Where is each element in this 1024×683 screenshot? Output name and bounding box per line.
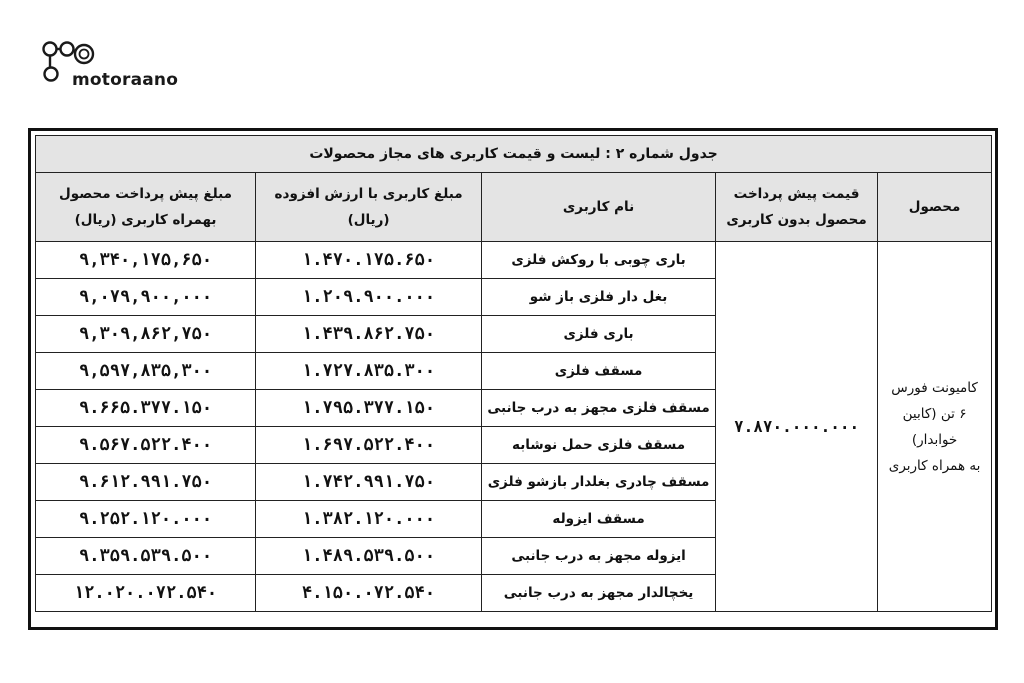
total-amount: ۱۲.۰۲۰.۰۷۲.۵۴۰ (36, 575, 256, 612)
vat-amount: ۱.۳۸۲.۱۲۰.۰۰۰ (256, 501, 482, 538)
table-title: جدول شماره ۲ : لیست و قیمت کاربری های مجاز محصولات (36, 136, 992, 173)
usage-name: مسقف فلزی مجهز به درب جانبی (482, 390, 716, 427)
vat-amount: ۱.۷۴۲.۹۹۱.۷۵۰ (256, 464, 482, 501)
usage-name: باری چوبی با روکش فلزی (482, 242, 716, 279)
total-amount: ۹.۳۵۹.۵۳۹.۵۰۰ (36, 538, 256, 575)
header-product: محصول (878, 173, 992, 242)
header-vat (256, 173, 482, 242)
price-table-frame (28, 128, 998, 630)
logo (38, 40, 198, 96)
usage-name: مسقف چادری بغلدار بازشو فلزی (482, 464, 716, 501)
usage-name: مسقف فلزی حمل نوشابه (482, 427, 716, 464)
header-total-line1: مبلغ پیش پرداخت محصول (59, 186, 233, 202)
total-amount: ۹.۶۱۲.۹۹۱.۷۵۰ (36, 464, 256, 501)
header-vat-line1: مبلغ کاربری با ارزش افزوده (274, 186, 463, 202)
header-total (36, 173, 256, 242)
vat-amount: ۱.۲۰۹.۹۰۰.۰۰۰ (256, 279, 482, 316)
total-amount: ۹,۳۰۹,۸۶۲,۷۵۰ (36, 316, 256, 353)
total-amount: ۹.۶۶۵.۳۷۷.۱۵۰ (36, 390, 256, 427)
product-line: خوابدار) (911, 431, 958, 448)
product-line: به همراه کاربری (888, 457, 981, 474)
total-amount: ۹,۵۹۷,۸۳۵,۳۰۰ (36, 353, 256, 390)
usage-name: یخچالدار مجهز به درب جانبی (482, 575, 716, 612)
usage-name: بغل دار فلزی باز شو (482, 279, 716, 316)
total-amount: ۹.۵۶۷.۵۲۲.۴۰۰ (36, 427, 256, 464)
usage-name: مسقف ایزوله (482, 501, 716, 538)
vat-amount: ۱.۷۲۷.۸۳۵.۳۰۰ (256, 353, 482, 390)
vat-amount: ۱.۴۸۹.۵۳۹.۵۰۰ (256, 538, 482, 575)
header-usage: نام کاربری (482, 173, 716, 242)
usage-name: ایزوله مجهز به درب جانبی (482, 538, 716, 575)
total-amount: ۹,۰۷۹,۹۰۰,۰۰۰ (36, 279, 256, 316)
vat-amount: ۴.۱۵۰.۰۷۲.۵۴۰ (256, 575, 482, 612)
header-prepay-line1: قیمت پیش پرداخت (733, 186, 860, 202)
logo-text: motoraano (72, 70, 179, 90)
prepay-value: ۷.۸۷۰.۰۰۰.۰۰۰ (716, 242, 878, 612)
usage-name: مسقف فلزی (482, 353, 716, 390)
table-row (36, 242, 992, 279)
header-vat-line2: (ریال) (347, 212, 390, 228)
vat-amount: ۱.۴۳۹.۸۶۲.۷۵۰ (256, 316, 482, 353)
vat-amount: ۱.۷۹۵.۳۷۷.۱۵۰ (256, 390, 482, 427)
product-line: کامیونت فورس (891, 379, 978, 396)
vat-amount: ۱.۶۹۷.۵۲۲.۴۰۰ (256, 427, 482, 464)
vat-amount: ۱.۴۷۰.۱۷۵.۶۵۰ (256, 242, 482, 279)
product-cell (878, 242, 992, 612)
header-prepay (716, 173, 878, 242)
product-line: ۶ تن (کابین (902, 405, 967, 422)
header-prepay-line2: محصول بدون کاربری (726, 212, 867, 228)
header-total-line2: بهمراه کاربری (ریال) (74, 212, 217, 228)
total-amount: ۹,۳۴۰,۱۷۵,۶۵۰ (36, 242, 256, 279)
total-amount: ۹.۲۵۲.۱۲۰.۰۰۰ (36, 501, 256, 538)
usage-name: باری فلزی (482, 316, 716, 353)
price-table (35, 135, 992, 612)
